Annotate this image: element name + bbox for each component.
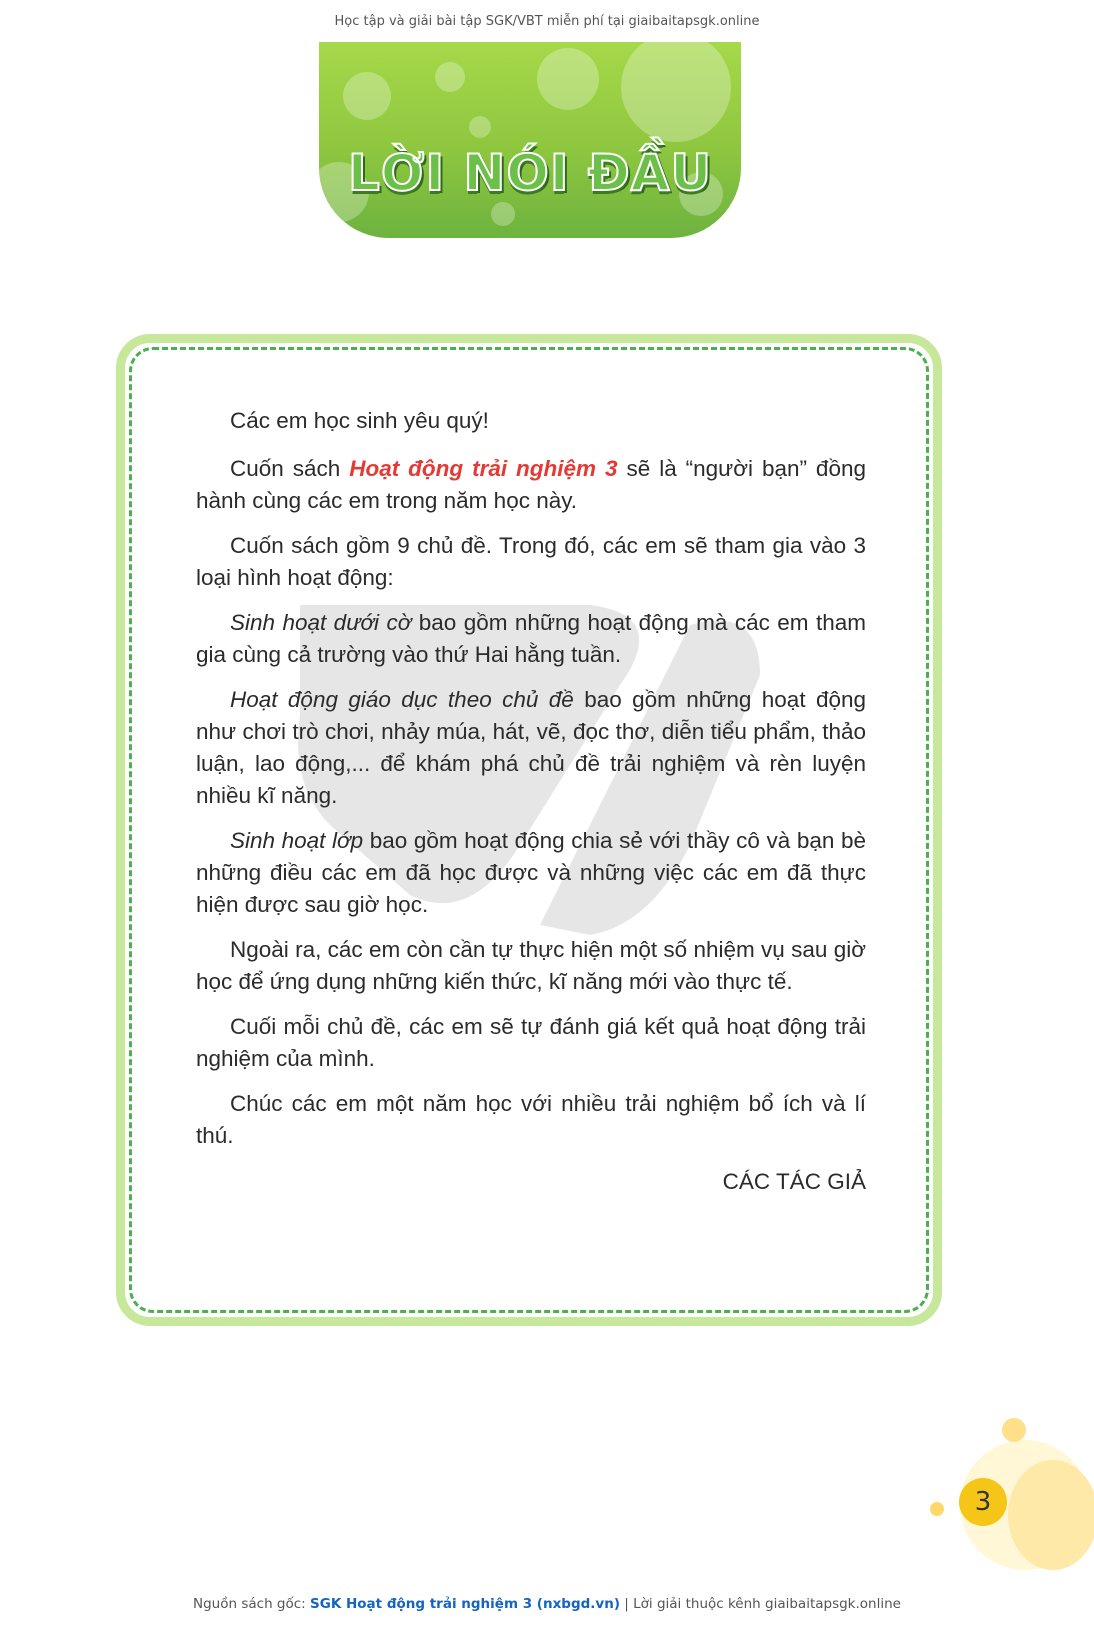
banner-bubble [435,62,465,92]
banner-bubble [469,116,491,138]
paragraph-text: bao gồm hoạt động chia sẻ với thầy cô và bạn bè những điều các em đã học được và những việc các em đã thực hiện được sau giờ học. [196,828,866,917]
paragraph [196,453,866,517]
paragraph-text: Cuốn sách [230,456,350,481]
banner-bubble [537,48,599,110]
paragraph: Cuốn sách gồm 9 chủ đề. Trong đó, các em sẽ tham gia vào 3 loại hình hoạt động: [196,533,866,590]
paragraph [196,825,866,921]
signature: CÁC TÁC GIẢ [722,1169,866,1194]
page-title: LỜI NÓI ĐẦU [347,144,713,202]
banner-bubble [343,72,391,120]
title-banner [319,42,741,238]
footer-prefix: Nguồn sách gốc: [193,1596,311,1612]
footer-source-link[interactable]: SGK Hoạt động trải nghiệm 3 (nxbgd.vn) [310,1596,620,1612]
paragraph: Chúc các em một năm học với nhiều trải nghiệm bổ ích và lí thú. [196,1091,866,1148]
decor-circle [1002,1418,1026,1442]
letter-body [196,405,866,1211]
decor-circle [1008,1460,1094,1570]
decor-circle [930,1502,944,1516]
book-title: Hoạt động trải nghiệm 3 [349,456,618,481]
paragraph: Ngoài ra, các em còn cần tự thực hiện một số nhiệm vụ sau giờ học để ứng dụng những kiến thức, kĩ năng mới vào thực tế. [196,937,866,994]
banner-bubble [621,42,731,142]
paragraph: Cuối mỗi chủ đề, các em sẽ tự đánh giá kết quả hoạt động trải nghiệm của mình. [196,1014,866,1071]
footer-note [0,1596,1094,1612]
activity-name: Hoạt động giáo dục theo chủ đề [230,687,574,712]
greeting: Các em học sinh yêu quý! [230,408,489,433]
banner-bubble [491,202,515,226]
footer-suffix: | Lời giải thuộc kênh giaibaitapsgk.online [620,1596,901,1612]
paragraph [196,684,866,812]
paragraph-text: bao gồm những hoạt động như chơi trò chơi, nhảy múa, hát, vẽ, đọc thơ, diễn tiểu phẩm, thảo luận, lao động,... để khám phá chủ đề trải nghiệm và rèn luyện nhiều kĩ năng. [196,687,867,808]
header-note: Học tập và giải bài tập SGK/VBT miễn phí tại giaibaitapsgk.online [334,14,760,29]
page-number: 3 [959,1478,1007,1526]
activity-name: Sinh hoạt lớp [230,828,364,853]
paragraph [196,607,866,671]
paragraph-text: sẽ là “người bạn” đồng hành cùng các em trong năm học này. [196,456,866,513]
activity-name: Sinh hoạt dưới cờ [230,610,412,635]
paragraph-text: bao gồm những hoạt động mà các em tham gia cùng cả trường vào thứ Hai hằng tuần. [196,610,866,667]
